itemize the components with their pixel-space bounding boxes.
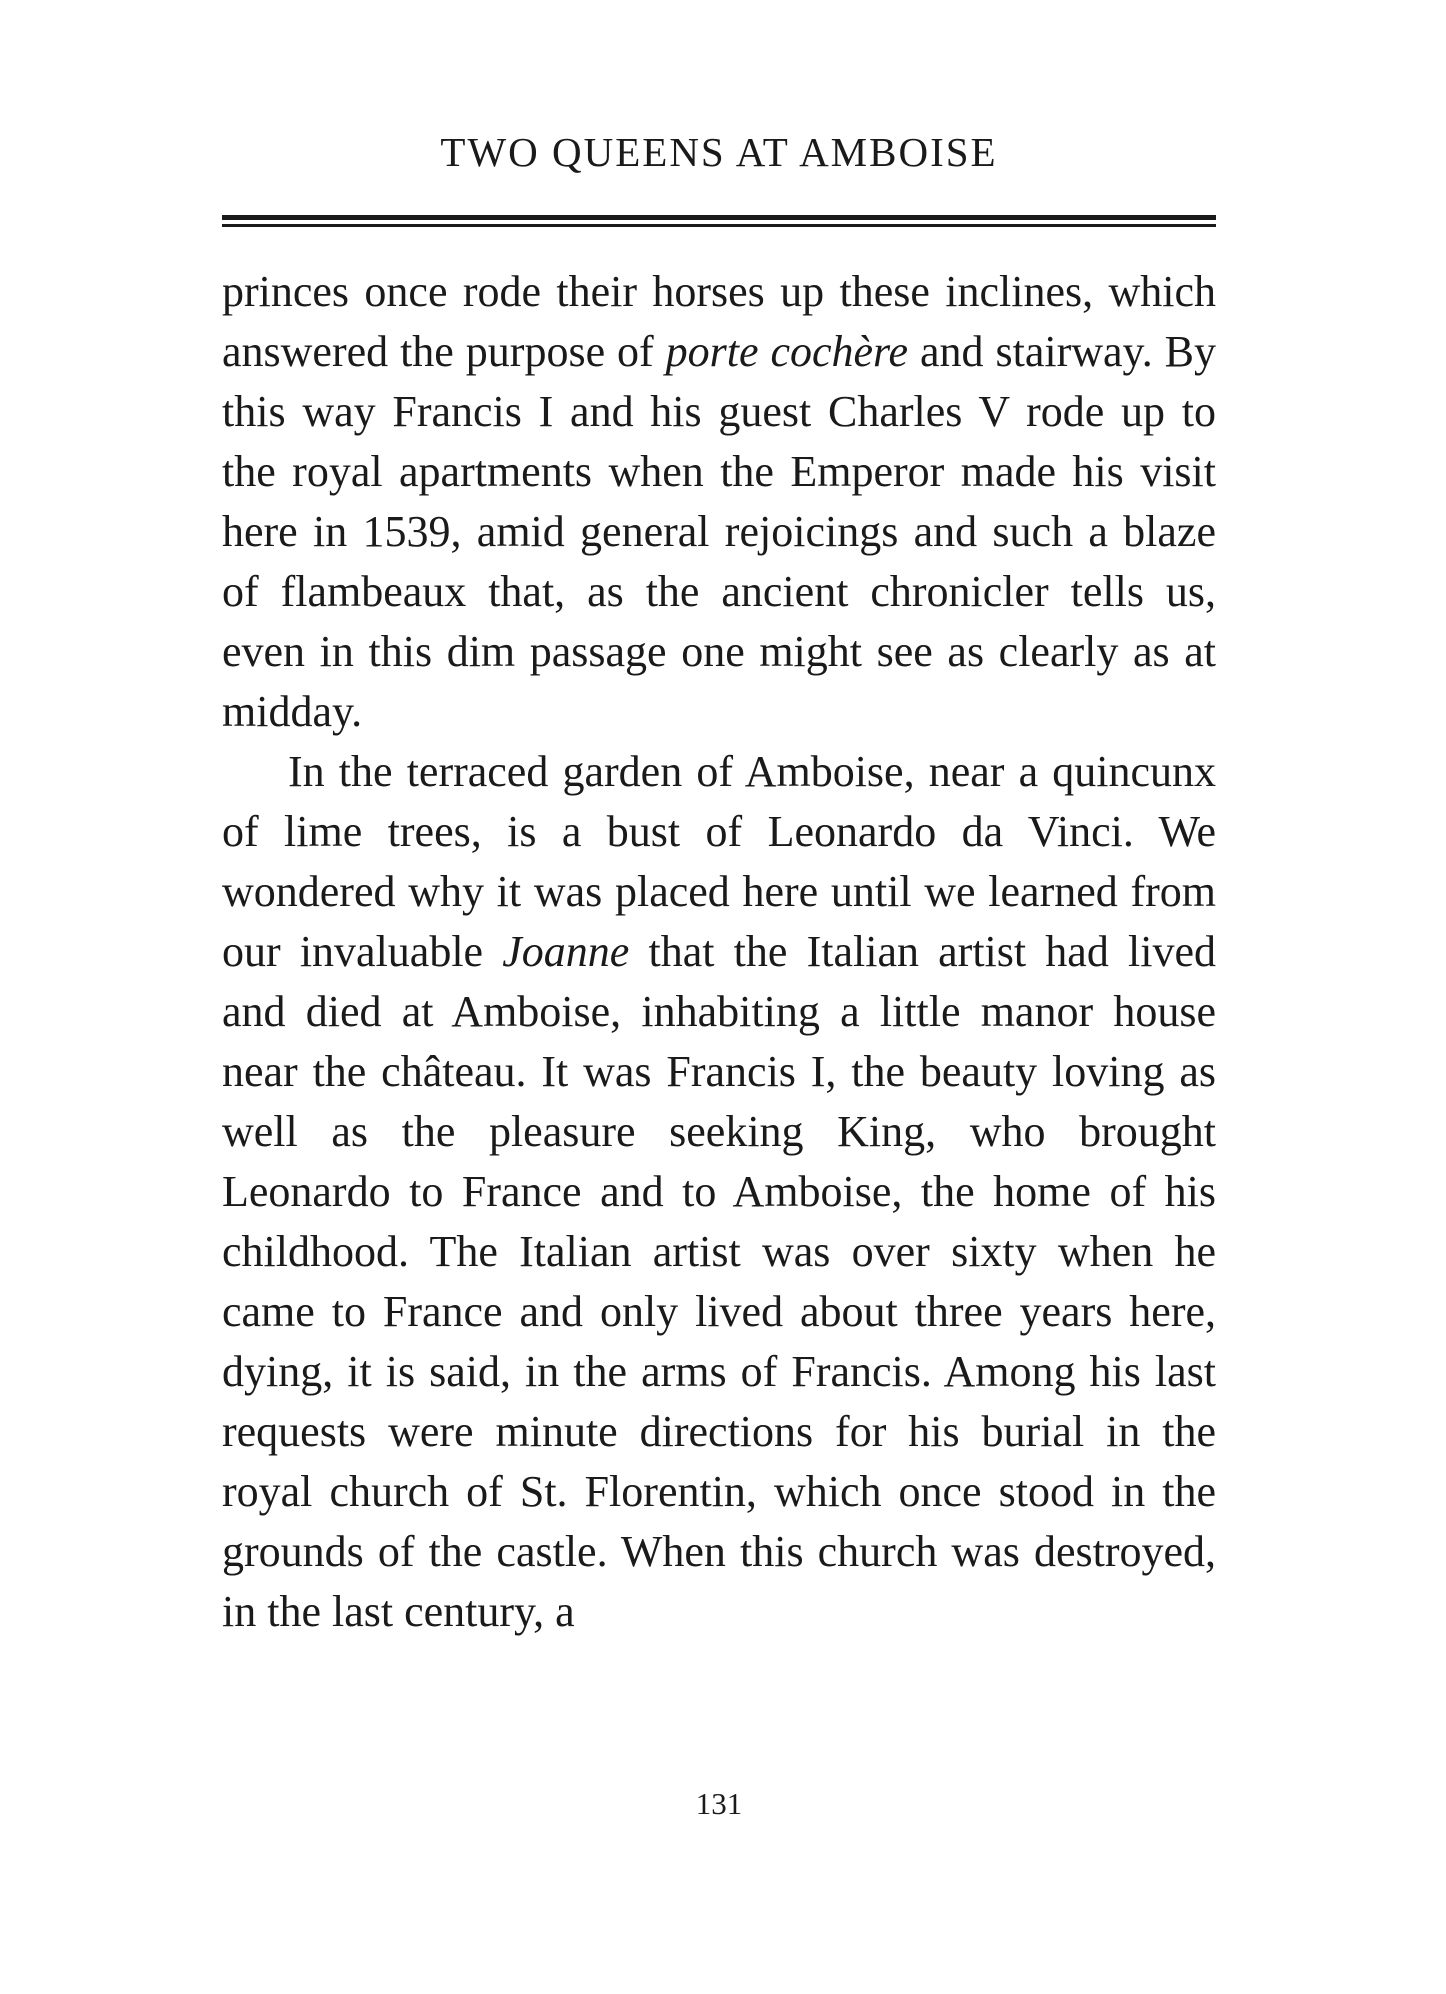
paragraph-continued (222, 262, 1216, 742)
header-rule-thick (222, 215, 1216, 220)
italic-term: porte cochère (665, 327, 909, 376)
paragraph-text: and stairway. By this way Francis I and his guest Charles V rode up to the royal apartments when the Emperor made his visit here in 1539, amid general rejoicings and such a blaze of flambeaux that, as the ancient chronicler tells us, even in this dim passage one might see as clearly as at midday. (222, 327, 1216, 736)
paragraph-leonardo (222, 742, 1216, 1642)
running-title: TWO QUEENS AT AMBOISE (440, 129, 998, 175)
header-rule-thin (222, 224, 1216, 227)
italic-title: Joanne (502, 927, 630, 976)
paragraph-text: princes once rode their horses up these inclines, which answered the purpose of (222, 267, 1216, 376)
paragraph-text: In the terraced garden of Amboise, near a quincunx of lime trees, is a bust of Leonardo da Vinci. We wondered why it was placed here until we learned from our invaluable (222, 747, 1216, 976)
body-text (222, 262, 1216, 1642)
paragraph-text: that the Italian artist had lived and died at Amboise, inhabiting a little manor house near the château. It was Francis I, the beauty loving as well as the pleasure seeking King, who brought Leonardo to France and to Amboise, the home of his childhood. The Italian artist was over sixty when he came to France and only lived about three years here, dying, it is said, in the arms of Francis. Among his last requests were minute directions for his burial in the royal church of St. Florentin, which once stood in the grounds of the castle. When this church was destroyed, in the last century, a (222, 927, 1216, 1636)
header-double-rule (222, 215, 1216, 229)
page-number: 131 (695, 1786, 743, 1821)
